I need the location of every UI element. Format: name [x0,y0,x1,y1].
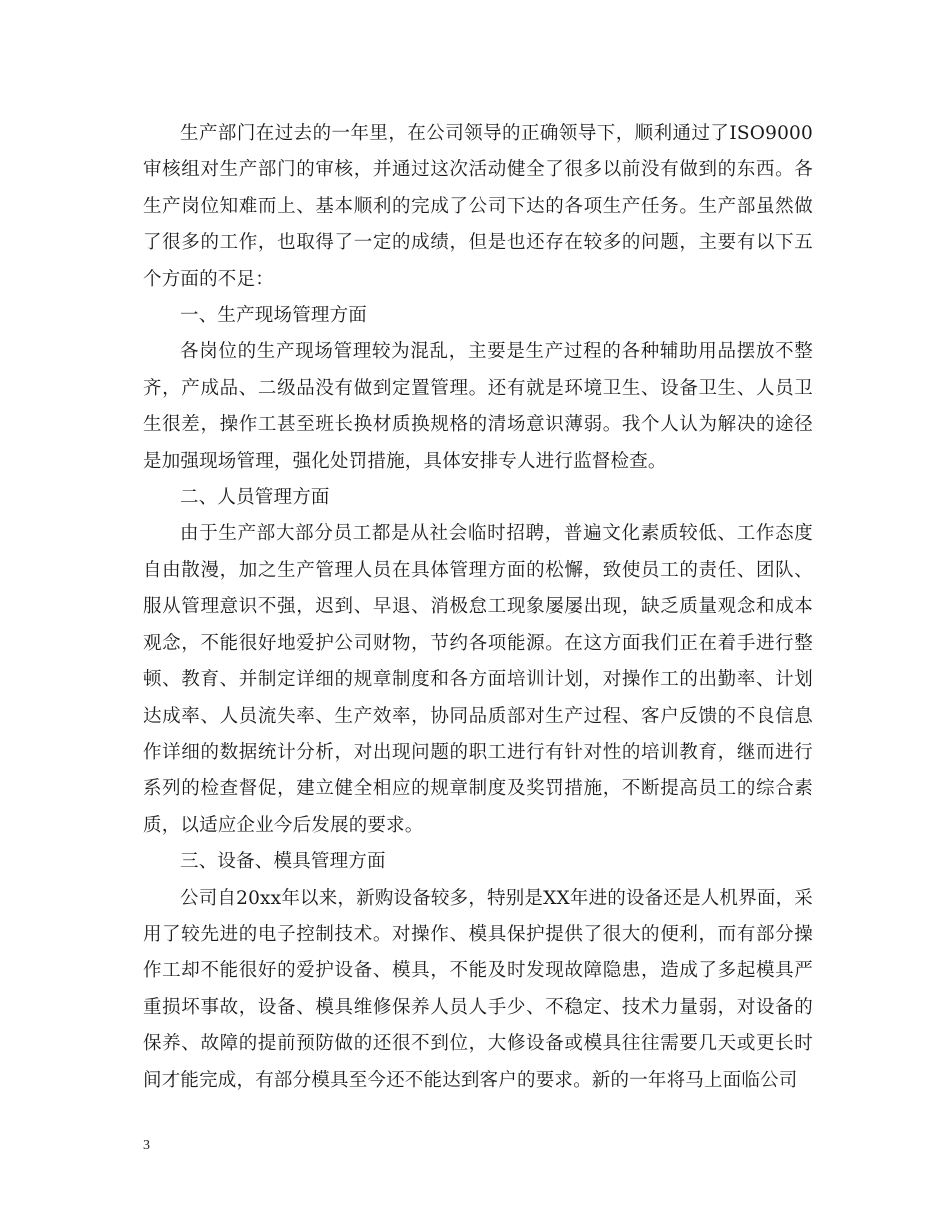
document-body [143,116,813,1099]
section-heading-equipment-management: 三、设备、模具管理方面 [180,851,386,873]
personnel-management-paragraph: 由于生产部大部分员工都是从社会临时招聘，普遍文化素质较低、工作态度自由散漫，加之生产管理人员在具体管理方面的松懈，致使员工的责任、团队、服从管理意识不强，迟到、早退、消极怠工现象屡屡出现，缺乏质量观念和成本观念，不能很好地爱护公司财物，节约各项能源。在这方面我们正在着手进行整顿、教育、并制定详细的规章制度和各方面培训计划，对操作工的出勤率、计划达成率、人员流失率、生产效率，协同品质部对生产过程、客户反馈的不良信息作详细的数据统计分析，对出现问题的职工进行有针对性的培训教育，继而进行系列的检查督促，建立健全相应的规章制度及奖罚措施，不断提高员工的综合素质，以适应企业今后发展的要求。 [143,523,813,836]
equipment-management-paragraph: 公司自20xx年以来，新购设备较多，特别是XX年进的设备还是人机界面，采用了较先进的电子控制技术。对操作、模具保护提供了很大的便利，而有部分操作工却不能很好的爱护设备、模具，不能及时发现故障隐患，造成了多起模具严重损坏事故，设备、模具维修保养人员人手少、不稳定、技术力量弱，对设备的保养、故障的提前预防做的还很不到位，大修设备或模具往往需要几天或更长时间才能完成，有部分模具至今还不能达到客户的要求。新的一年将马上面临公司 [143,887,813,1091]
intro-paragraph: 生产部门在过去的一年里，在公司领导的正确领导下，顺利通过了ISO9000审核组对生产部门的审核，并通过这次活动健全了很多以前没有做到的东西。各生产岗位知难而上、基本顺利的完成了公司下达的各项生产任务。生产部虽然做了很多的工作，也取得了一定的成绩，但是也还存在较多的问题，主要有以下五个方面的不足： [143,123,813,290]
section-heading-personnel-management: 二、人员管理方面 [180,487,330,509]
page-number: 3 [143,1138,150,1153]
site-management-paragraph: 各岗位的生产现场管理较为混乱，主要是生产过程的各种辅助用品摆放不整齐，产成品、二级品没有做到定置管理。还有就是环境卫生、设备卫生、人员卫生很差，操作工甚至班长换材质换规格的清场意识薄弱。我个人认为解决的途径是加强现场管理，强化处罚措施，具体安排专人进行监督检查。 [143,341,813,472]
section-heading-site-management: 一、生产现场管理方面 [180,305,368,327]
